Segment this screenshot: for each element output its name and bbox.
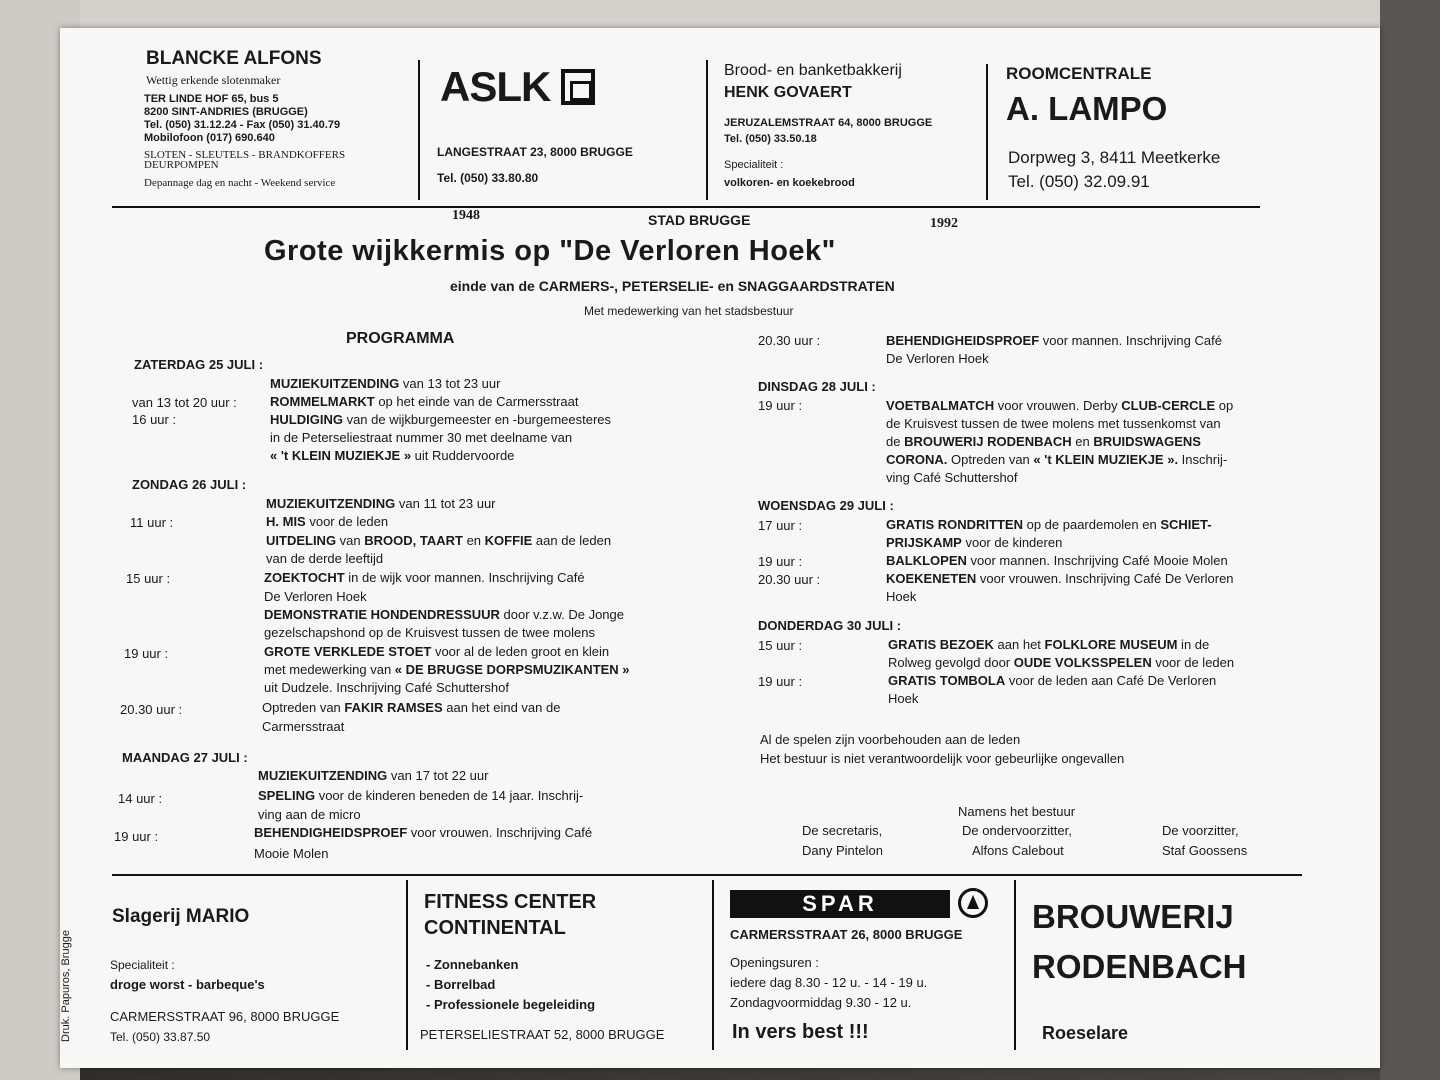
entry-time: 19 uur : (114, 829, 159, 844)
entry-text: in de wijk voor mannen. Inschrijving Café (344, 570, 585, 585)
entry-title: « DE BRUGSE DORPSMUZIKANTEN » (394, 662, 630, 677)
program-entry (886, 332, 1222, 350)
divider (986, 64, 988, 200)
background-right (1380, 0, 1440, 1080)
entry-title: CORONA. (886, 452, 948, 467)
signature-name: Alfons Calebout (972, 843, 1064, 858)
program-entry (888, 654, 1234, 672)
signature-role: De ondervoorzitter, (962, 823, 1072, 838)
entry-title: MUZIEKUITZENDING (270, 376, 400, 391)
program-entry (886, 451, 1227, 469)
program-entry (888, 672, 1216, 690)
year-end: 1992 (930, 216, 958, 231)
ad-phone: Tel. (050) 31.12.24 - Fax (050) 31.40.79 (144, 119, 341, 131)
entry-title: GRATIS RONDRITTEN (886, 517, 1023, 532)
ad-subtitle: ROOMCENTRALE (1006, 64, 1152, 83)
entry-title: KOEKENETEN (886, 571, 977, 586)
entry-time: 19 uur : (758, 554, 803, 569)
program-entry (254, 824, 592, 842)
entry-time: 11 uur : (130, 515, 174, 530)
entry-title: MUZIEKUITZENDING (258, 768, 388, 783)
ad-name: CONTINENTAL (424, 917, 566, 939)
ad-address: PETERSELIESTRAAT 52, 8000 BRUGGE (420, 1027, 665, 1042)
bottom-ads-rule (112, 874, 1302, 876)
entry-title: FAKIR RAMSES (344, 700, 443, 715)
ad-list-item: - Borrelbad (426, 977, 496, 992)
entry-title: UITDELING (266, 533, 337, 548)
ad-specialty: droge worst - barbeque's (110, 977, 265, 992)
entry-text: voor de leden (305, 514, 389, 529)
ad-services: DEURPOMPEN (144, 159, 219, 171)
entry-title: KOFFIE (484, 533, 533, 548)
entry-title: SPELING (258, 788, 316, 803)
aslk-logo-text: ASLK (440, 63, 551, 110)
entry-title: BEHENDIGHEIDSPROEF (254, 825, 408, 840)
day-heading: DONDERDAG 30 JULI : (758, 618, 902, 633)
aslk-logo (440, 64, 595, 110)
ad-name: Slagerij MARIO (112, 906, 250, 927)
entry-text: Carmersstraat (262, 719, 345, 734)
entry-title: BEHENDIGHEIDSPROEF (886, 333, 1040, 348)
entry-text: met medewerking van (264, 662, 395, 677)
entry-text: voor vrouwen. Inschrijving Café De Verloren (976, 571, 1234, 586)
entry-title: BROOD, TAART (364, 533, 463, 548)
entry-text: Mooie Molen (254, 846, 329, 861)
ad-specialty: volkoren- en koekebrood (724, 177, 855, 189)
entry-text: gezelschapshond op de Kruisvest tussen de twee molens (264, 625, 595, 640)
entry-text: en (1071, 434, 1094, 449)
program-entry (270, 393, 579, 411)
ad-address: CARMERSSTRAAT 26, 8000 BRUGGE (730, 927, 963, 942)
program-entry (266, 495, 496, 513)
entry-title: CLUB-CERCLE (1121, 398, 1216, 413)
ad-slogan: In vers best !!! (732, 1021, 869, 1043)
printer-credit: Druk. Papuros, Brugge (59, 930, 72, 1042)
entry-title: SCHIET- (1160, 517, 1212, 532)
entry-title: FOLKLORE MUSEUM (1044, 637, 1178, 652)
entry-text: voor mannen. Inschrijving Café (1039, 333, 1222, 348)
divider (1014, 880, 1016, 1050)
entry-text: voor de kinderen beneden de 14 jaar. Inschrij- (315, 788, 584, 803)
ad-address: LANGESTRAAT 23, 8000 BRUGGE (437, 145, 633, 159)
ad-services: SLOTEN - SLEUTELS - BRANDKOFFERS (144, 149, 346, 161)
entry-text: De Verloren Hoek (886, 351, 989, 366)
entry-title: « 't KLEIN MUZIEKJE ». (1033, 452, 1179, 467)
entry-title: OUDE VOLKSSPELEN (1013, 655, 1152, 670)
ad-name: FITNESS CENTER (424, 891, 597, 913)
ad-specialty-label: Specialiteit : (724, 159, 784, 171)
program-entry (258, 767, 488, 785)
divider (406, 880, 408, 1050)
ad-list-item: - Professionele begeleiding (426, 997, 596, 1012)
entry-title: BROUWERIJ RODENBACH (904, 434, 1072, 449)
entry-text: uit Dudzele. Inschrijving Café Schuttershof (264, 680, 509, 695)
entry-text: op het einde van de Carmersstraat (374, 394, 579, 409)
page-title: Grote wijkkermis op "De Verloren Hoek" (264, 235, 836, 267)
ad-subtitle: Brood- en banketbakkerij (724, 62, 902, 79)
entry-text: van 11 tot 23 uur (395, 496, 496, 511)
program-entry (258, 787, 583, 805)
entry-text: Optreden van (262, 700, 345, 715)
program-entry (264, 569, 585, 587)
program-entry (264, 661, 630, 679)
program-entry (888, 636, 1209, 654)
entry-text: door v.z.w. De Jonge (499, 607, 624, 622)
ad-phone: Tel. (050) 32.09.91 (1008, 172, 1150, 191)
entry-text: De Verloren Hoek (264, 589, 367, 604)
entry-text: Optreden van (947, 452, 1034, 467)
aslk-building-icon (561, 69, 595, 105)
entry-title: DEMONSTRATIE HONDENDRESSUUR (264, 607, 500, 622)
signature-role: De voorzitter, (1162, 823, 1239, 838)
entry-text: in de (1177, 637, 1210, 652)
program-entry (886, 534, 1062, 552)
liability-note: Het bestuur is niet verantwoordelijk voor gebeurlijke ongevallen (760, 751, 1125, 766)
day-heading: MAANDAG 27 JULI : (122, 750, 248, 765)
entry-text: voor vrouwen. Inschrijving Café (407, 825, 593, 840)
entry-title: ZOEKTOCHT (264, 570, 345, 585)
ad-specialty-label: Specialiteit : (110, 958, 175, 972)
entry-title: GROTE VERKLEDE STOET (264, 644, 432, 659)
entry-text: voor mannen. Inschrijving Café Mooie Molen (966, 553, 1228, 568)
ad-city: Roeselare (1042, 1023, 1129, 1043)
ad-hours: Zondagvoormiddag 9.30 - 12 u. (730, 995, 912, 1010)
spar-logo-text: SPAR (802, 891, 878, 916)
entry-text: en (462, 533, 485, 548)
program-entry (886, 433, 1201, 451)
entry-text: aan het (993, 637, 1045, 652)
page-subtitle: einde van de CARMERS-, PETERSELIE- en SNAGGAARDSTRATEN (450, 278, 895, 294)
entry-title: PRIJSKAMP (886, 535, 962, 550)
day-heading: DINSDAG 28 JULI : (758, 379, 876, 394)
ad-hours: iedere dag 8.30 - 12 u. - 14 - 19 u. (730, 975, 928, 990)
entry-text: Rolweg gevolgd door (888, 655, 1014, 670)
entry-text: voor de leden aan Café De Verloren (1005, 673, 1217, 688)
spar-tree-icon (958, 888, 988, 918)
ad-name: A. LAMPO (1006, 90, 1168, 127)
entry-title: HULDIGING (270, 412, 343, 427)
day-heading: ZONDAG 26 JULI : (132, 477, 247, 492)
divider (712, 880, 714, 1050)
entry-title: VOETBALMATCH (886, 398, 995, 413)
ad-name: BLANCKE ALFONS (146, 48, 322, 69)
day-heading: ZATERDAG 25 JULI : (134, 357, 264, 372)
entry-text: van de derde leeftijd (266, 551, 384, 566)
signature-name: Dany Pintelon (802, 843, 883, 858)
entry-text: uit Ruddervoorde (411, 448, 515, 463)
entry-title: GRATIS BEZOEK (888, 637, 994, 652)
entry-title: ROMMELMARKT (270, 394, 375, 409)
program-entry (264, 606, 624, 624)
program-entry (886, 516, 1212, 534)
entry-title: BALKLOPEN (886, 553, 967, 568)
entry-time: 15 uur : (758, 638, 803, 653)
signature-name: Staf Goossens (1162, 843, 1248, 858)
signature-role: De secretaris, (802, 823, 883, 838)
entry-time: van 13 tot 20 uur : (132, 395, 237, 410)
entry-time: 17 uur : (758, 518, 803, 533)
entry-text: de Kruisvest tussen de twee molens met tussenkomst van (886, 416, 1221, 431)
year-start: 1948 (452, 208, 480, 223)
entry-title: GRATIS TOMBOLA (888, 673, 1006, 688)
ad-phone: Tel. (050) 33.87.50 (110, 1030, 211, 1044)
entry-title: « 't KLEIN MUZIEKJE » (270, 448, 412, 463)
entry-text: Inschrij- (1178, 452, 1228, 467)
entry-time: 20.30 uur : (758, 572, 821, 587)
ad-phone: Tel. (050) 33.50.18 (724, 133, 817, 145)
program-entry (886, 570, 1234, 588)
entry-text: Hoek (886, 589, 917, 604)
ad-address: Dorpweg 3, 8411 Meetkerke (1008, 148, 1221, 167)
ad-address: JERUZALEMSTRAAT 64, 8000 BRUGGE (724, 117, 933, 129)
ad-subtitle: Wettig erkende slotenmaker (146, 73, 281, 87)
entry-text: op (1215, 398, 1234, 413)
program-entry (886, 397, 1233, 415)
program-entry (262, 699, 560, 717)
entry-text: voor vrouwen. Derby (994, 398, 1122, 413)
program-heading: PROGRAMMA (346, 330, 455, 347)
entry-text: voor al de leden groot en klein (431, 644, 610, 659)
entry-text: van 17 tot 22 uur (387, 768, 489, 783)
entry-text: in de Peterseliestraat nummer 30 met deelname van (270, 430, 573, 445)
ad-address: 8200 SINT-ANDRIES (BRUGGE) (144, 106, 308, 118)
entry-title: BRUIDSWAGENS (1093, 434, 1201, 449)
entry-text: aan het eind van de (442, 700, 561, 715)
ad-list-item: - Zonnebanken (426, 957, 519, 972)
program-entry (264, 643, 609, 661)
entry-text: aan de leden (532, 533, 612, 548)
divider (418, 60, 420, 200)
entry-text: op de paardemolen en (1022, 517, 1161, 532)
entry-text: voor de leden (1151, 655, 1235, 670)
entry-time: 19 uur : (758, 398, 803, 413)
program-entry (270, 411, 611, 429)
program-entry (886, 552, 1228, 570)
cooperation-note: Met medewerking van het stadsbestuur (584, 304, 794, 318)
entry-title: MUZIEKUITZENDING (266, 496, 396, 511)
entry-title: H. MIS (266, 514, 306, 529)
program-entry (270, 447, 514, 465)
entry-text: de (886, 434, 905, 449)
divider (706, 60, 708, 200)
program-entry (270, 375, 500, 393)
entry-text: voor de kinderen (961, 535, 1063, 550)
spar-logo (730, 890, 950, 918)
entry-time: 14 uur : (118, 791, 163, 806)
ad-address: TER LINDE HOF 65, bus 5 (144, 93, 279, 105)
entry-text: Hoek (888, 691, 919, 706)
ad-name: HENK GOVAERT (724, 84, 852, 101)
flyer-sheet (60, 28, 1380, 1068)
entry-text: ving Café Schuttershof (886, 470, 1018, 485)
ad-service-note: Depannage dag en nacht - Weekend service (144, 177, 336, 189)
ad-address: CARMERSSTRAAT 96, 8000 BRUGGE (110, 1009, 340, 1024)
entry-text: ving aan de micro (258, 807, 361, 822)
ad-phone: Tel. (050) 33.80.80 (437, 171, 539, 185)
entry-text: van 13 tot 23 uur (399, 376, 501, 391)
entry-time: 20.30 uur : (120, 702, 183, 717)
program-entry (266, 513, 388, 531)
ad-mobile: Mobilofoon (017) 690.640 (144, 132, 275, 144)
ad-name: BROUWERIJ (1032, 898, 1234, 935)
program-entry (266, 532, 611, 550)
entry-text: van de wijkburgemeester en -burgemeesteres (342, 412, 612, 427)
entry-time: 15 uur : (126, 571, 171, 586)
top-ads-rule (112, 206, 1260, 208)
ad-hours-label: Openingsuren : (730, 955, 819, 970)
ad-name: RODENBACH (1032, 948, 1247, 985)
rules-note: Al de spelen zijn voorbehouden aan de leden (760, 732, 1021, 747)
entry-time: 19 uur : (758, 674, 803, 689)
entry-text: van (336, 533, 365, 548)
signature-heading: Namens het bestuur (958, 804, 1076, 819)
day-heading: WOENSDAG 29 JULI : (758, 498, 894, 513)
entry-time: 20.30 uur : (758, 333, 821, 348)
entry-time: 16 uur : (132, 412, 177, 427)
city-label: STAD BRUGGE (648, 212, 751, 228)
entry-time: 19 uur : (124, 646, 169, 661)
